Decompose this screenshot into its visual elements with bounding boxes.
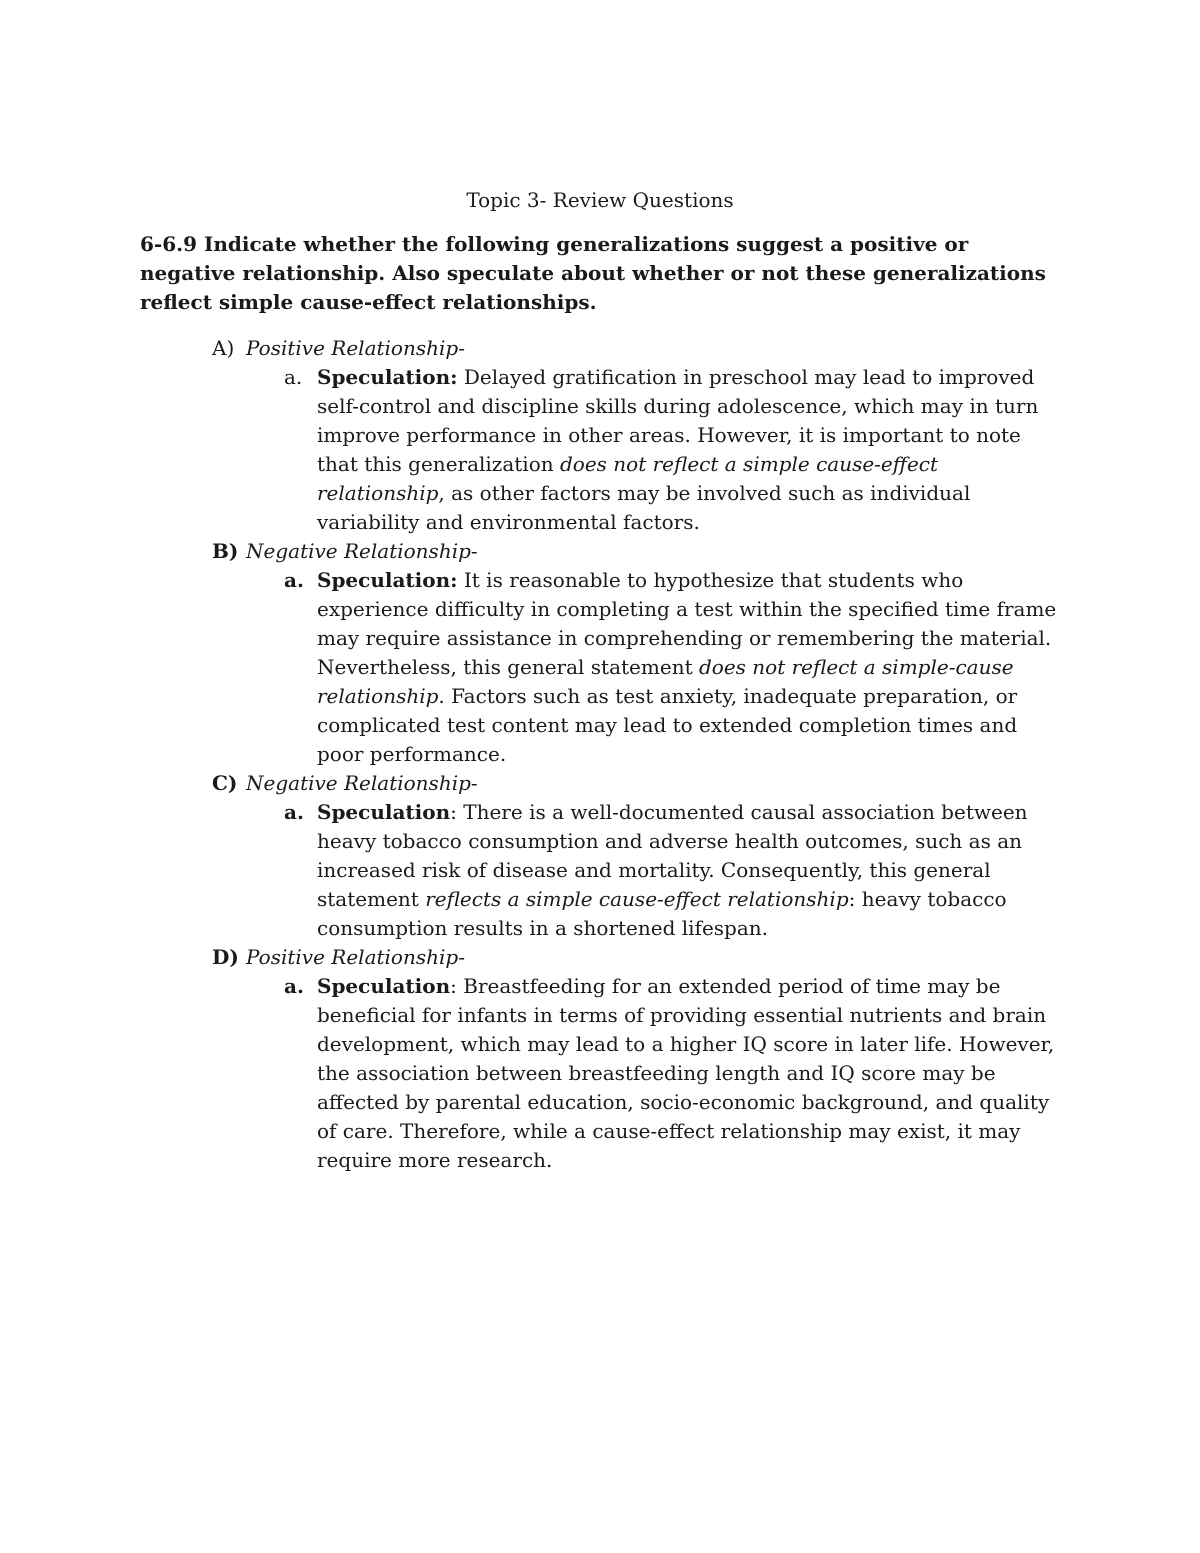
answer-section-d [0,943,1200,1175]
speculation-text [317,363,1065,537]
relationship-label: Positive Relationship- [246,336,465,360]
question-prompt: 6-6.9 Indicate whether the following generalizations suggest a positive or negative relationship. Also speculate about whether or not these generalizations reflect simple cause-effect relationships. [140,232,1046,314]
relationship-label: Negative Relationship- [246,539,478,563]
speculation-label: Speculation: [317,365,458,389]
section-letter: D) [212,945,239,969]
speculation-text-part: : There is a well-documented causal association between heavy tobacco consumption and adverse health outcomes, such as an increased risk of disease and mortality. Consequently, this general statement [317,800,1028,911]
section-letter: C) [212,771,238,795]
answer-section-a [0,334,1200,537]
speculation-item [0,363,1200,537]
speculation-text-part: . Factors such as test anxiety, inadequate preparation, or complicated test content may lead to extended completion times and poor performance. [317,684,1018,766]
relationship-label: Positive Relationship- [246,945,465,969]
section-heading [0,943,1200,972]
section-heading [0,537,1200,566]
speculation-text-part: : Breastfeeding for an extended period of time may be beneficial for infants in terms of providing essential nutrients and brain development, which may lead to a higher IQ score in later life. However, the association between breastfeeding length and IQ score may be affected by parental education, socio-economic background, and quality of care. Therefore, while a cause-effect relationship may exist, it may require more research. [317,974,1055,1172]
item-marker: a. [284,365,303,389]
answer-section-c [0,769,1200,943]
speculation-emphasis: reflects a simple cause-effect relationship [425,887,849,911]
section-heading [0,334,1200,363]
speculation-text-part: It is reasonable to hypothesize that students who experience difficulty in completing a test within the specified time frame may require assistance in comprehending or remembering the material. Nevertheless, this general statement [317,568,1057,679]
speculation-label: Speculation: [317,568,458,592]
speculation-text [317,972,1065,1175]
speculation-text-part: Delayed gratification in preschool may lead to improved self-control and discipline skills during adolescence, which may in turn improve performance in other areas. However, it is important to note that this generalization [317,365,1039,476]
speculation-text-part: : heavy tobacco consumption results in a shortened lifespan. [317,887,1007,940]
speculation-text [317,798,1065,943]
item-marker: a. [284,974,304,998]
speculation-item [0,798,1200,943]
speculation-label: Speculation [317,974,451,998]
section-letter: B) [212,539,239,563]
speculation-emphasis: does not reflect a simple-cause relationship [317,655,1014,708]
speculation-item [0,566,1200,769]
answer-section-b [0,537,1200,769]
speculation-text-part: , as other factors may be involved such as individual variability and environmental factors. [317,481,971,534]
speculation-item [0,972,1200,1175]
item-marker: a. [284,800,304,824]
section-heading [0,769,1200,798]
speculation-text [317,566,1065,769]
answer-list [0,334,1200,1175]
section-letter: A) [212,336,235,360]
document-title: Topic 3- Review Questions [466,188,734,212]
speculation-label: Speculation [317,800,451,824]
relationship-label: Negative Relationship- [246,771,478,795]
speculation-emphasis: does not reflect a simple cause-effect relationship [317,452,939,505]
item-marker: a. [284,568,304,592]
